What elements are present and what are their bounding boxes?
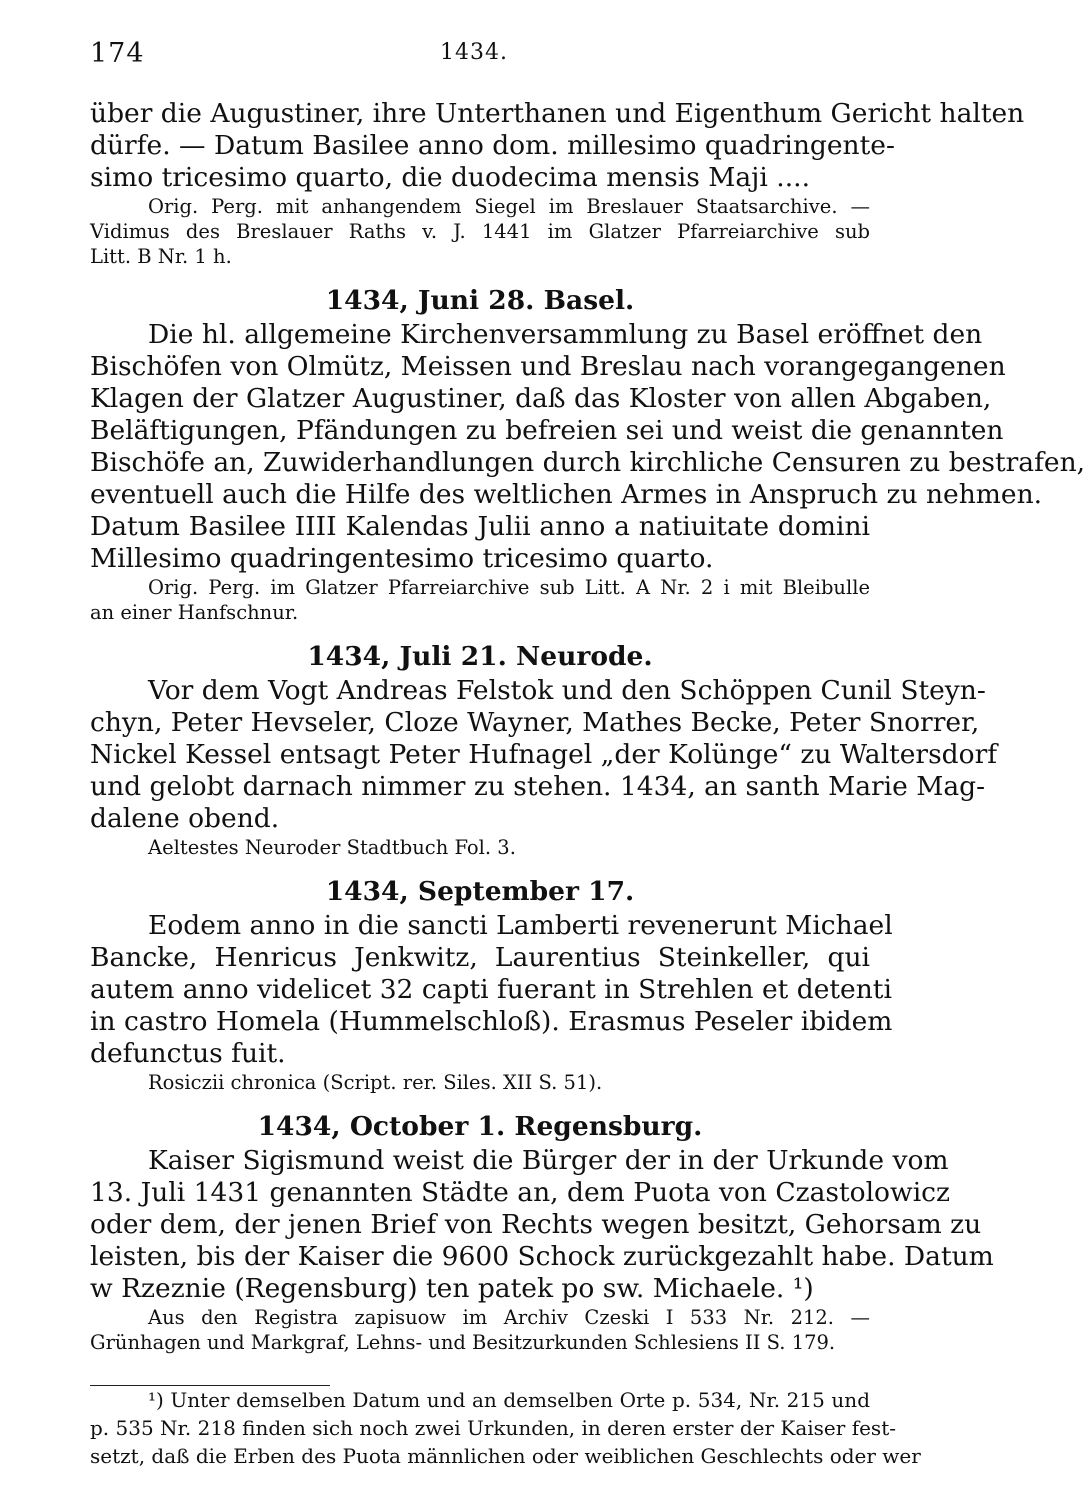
body-line: chyn, Peter Hevseler, Cloze Wayner, Mathes Becke, Peter Snorrer, [90,707,980,738]
source-note-line: an einer Hanfschnur. [90,601,299,624]
body-line: Datum Basilee IIII Kalendas Julii anno a natiuitate domini [90,511,870,542]
body-line: Klagen der Glatzer Augustiner, daß das Kloster von allen Abgaben, [90,383,992,414]
body-line: simo tricesimo quarto, die duodecima mensis Maji .... [90,162,810,193]
entry-heading: 1434, October 1. Regensburg. [257,1111,703,1142]
body-line: defunctus fuit. [90,1038,286,1069]
body-line: Bancke, Henricus Jenkwitz, Laurentius Steinkeller, qui [90,942,870,973]
source-note-line: Grünhagen und Markgraf, Lehns- und Besitzurkunden Schlesiens II S. 179. [90,1331,836,1354]
footnote-line: ¹) Unter demselben Datum und an demselben Orte p. 534, Nr. 215 und [148,1388,870,1412]
source-note-line: Rosiczii chronica (Script. rer. Siles. XII S. 51). [148,1071,603,1094]
body-line: autem anno videlicet 32 capti fuerant in Strehlen et detenti [90,974,892,1005]
body-line: 13. Juli 1431 genannten Städte an, dem Puota von Czastolowicz [90,1177,950,1208]
entry-spacer [90,860,870,874]
body-line: eventuell auch die Hilfe des weltlichen Armes in Anspruch zu nehmen. [90,479,1043,510]
source-note-line: Aus den Registra zapisuow im Archiv Czeski I 533 Nr. 212. — [148,1306,870,1329]
source-note-line: Vidimus des Breslauer Raths v. J. 1441 im Glatzer Pfarreiarchive sub [90,220,870,243]
entry-spacer [90,1095,870,1109]
body-line: in castro Homela (Hummelschloß). Erasmus Peseler ibidem [90,1006,893,1037]
body-line: Beläftigungen, Pfändungen zu befreien sei und weist die genannten [90,415,1004,446]
body-line: Bischöfen von Olmütz, Meissen und Breslau nach vorangegangenen [90,351,1006,382]
entry-spacer [90,269,870,283]
body-line: Millesimo quadringentesimo tricesimo quarto. [90,543,714,574]
body-line: und gelobt darnach nimmer zu stehen. 1434, an santh Marie Mag- [90,771,986,802]
source-note-line: Orig. Perg. im Glatzer Pfarreiarchive sub Litt. A Nr. 2 i mit Bleibulle [148,576,870,599]
body-line: Nickel Kessel entsagt Peter Hufnagel „der Kolünge“ zu Waltersdorf [90,739,998,770]
body-line: über die Augustiner, ihre Unterthanen und Eigenthum Gericht halten [90,98,1025,129]
body-line: dalene obend. [90,803,280,834]
entry-spacer [90,625,870,639]
page-number: 174 [90,38,145,69]
source-note-line: Orig. Perg. mit anhangendem Siegel im Breslauer Staatsarchive. — [148,195,870,218]
entry-heading: 1434, Juli 21. Neurode. [307,641,653,672]
body-line: w Rzeznie (Regensburg) ten patek po sw. Michaele. ¹) [90,1273,814,1304]
body-line: Die hl. allgemeine Kirchenversammlung zu Basel eröffnet den [148,319,983,350]
body-line: oder dem, der jenen Brief von Rechts wegen besitzt, Gehorsam zu [90,1209,982,1240]
page-body [90,98,1085,1470]
body-line: Vor dem Vogt Andreas Felstok und den Schöppen Cunil Steyn- [148,675,986,706]
footnote-line: p. 535 Nr. 218 finden sich noch zwei Urkunden, in deren erster der Kaiser fest- [90,1416,896,1440]
source-note-line: Aeltestes Neuroder Stadtbuch Fol. 3. [148,836,516,859]
body-line: Bischöfe an, Zuwiderhandlungen durch kirchliche Censuren zu bestrafen, [90,447,1085,478]
source-note-line: Litt. B Nr. 1 h. [90,245,232,268]
body-line: leisten, bis der Kaiser die 9600 Schock zurückgezahlt habe. Datum [90,1241,994,1272]
footnote-spacer [90,1355,870,1385]
body-line: Eodem anno in die sancti Lamberti revenerunt Michael [148,910,893,941]
body-line: dürfe. — Datum Basilee anno dom. millesimo quadringente- [90,130,895,161]
footnote-line: setzt, daß die Erben des Puota männlichen oder weiblichen Geschlechts oder wer [90,1444,921,1468]
entry-heading: 1434, September 17. [325,876,635,907]
entry-heading: 1434, Juni 28. Basel. [325,285,635,316]
body-line: Kaiser Sigismund weist die Bürger der in der Urkunde vom [148,1145,949,1176]
page-header [90,38,870,78]
running-title: 1434. [440,40,508,65]
